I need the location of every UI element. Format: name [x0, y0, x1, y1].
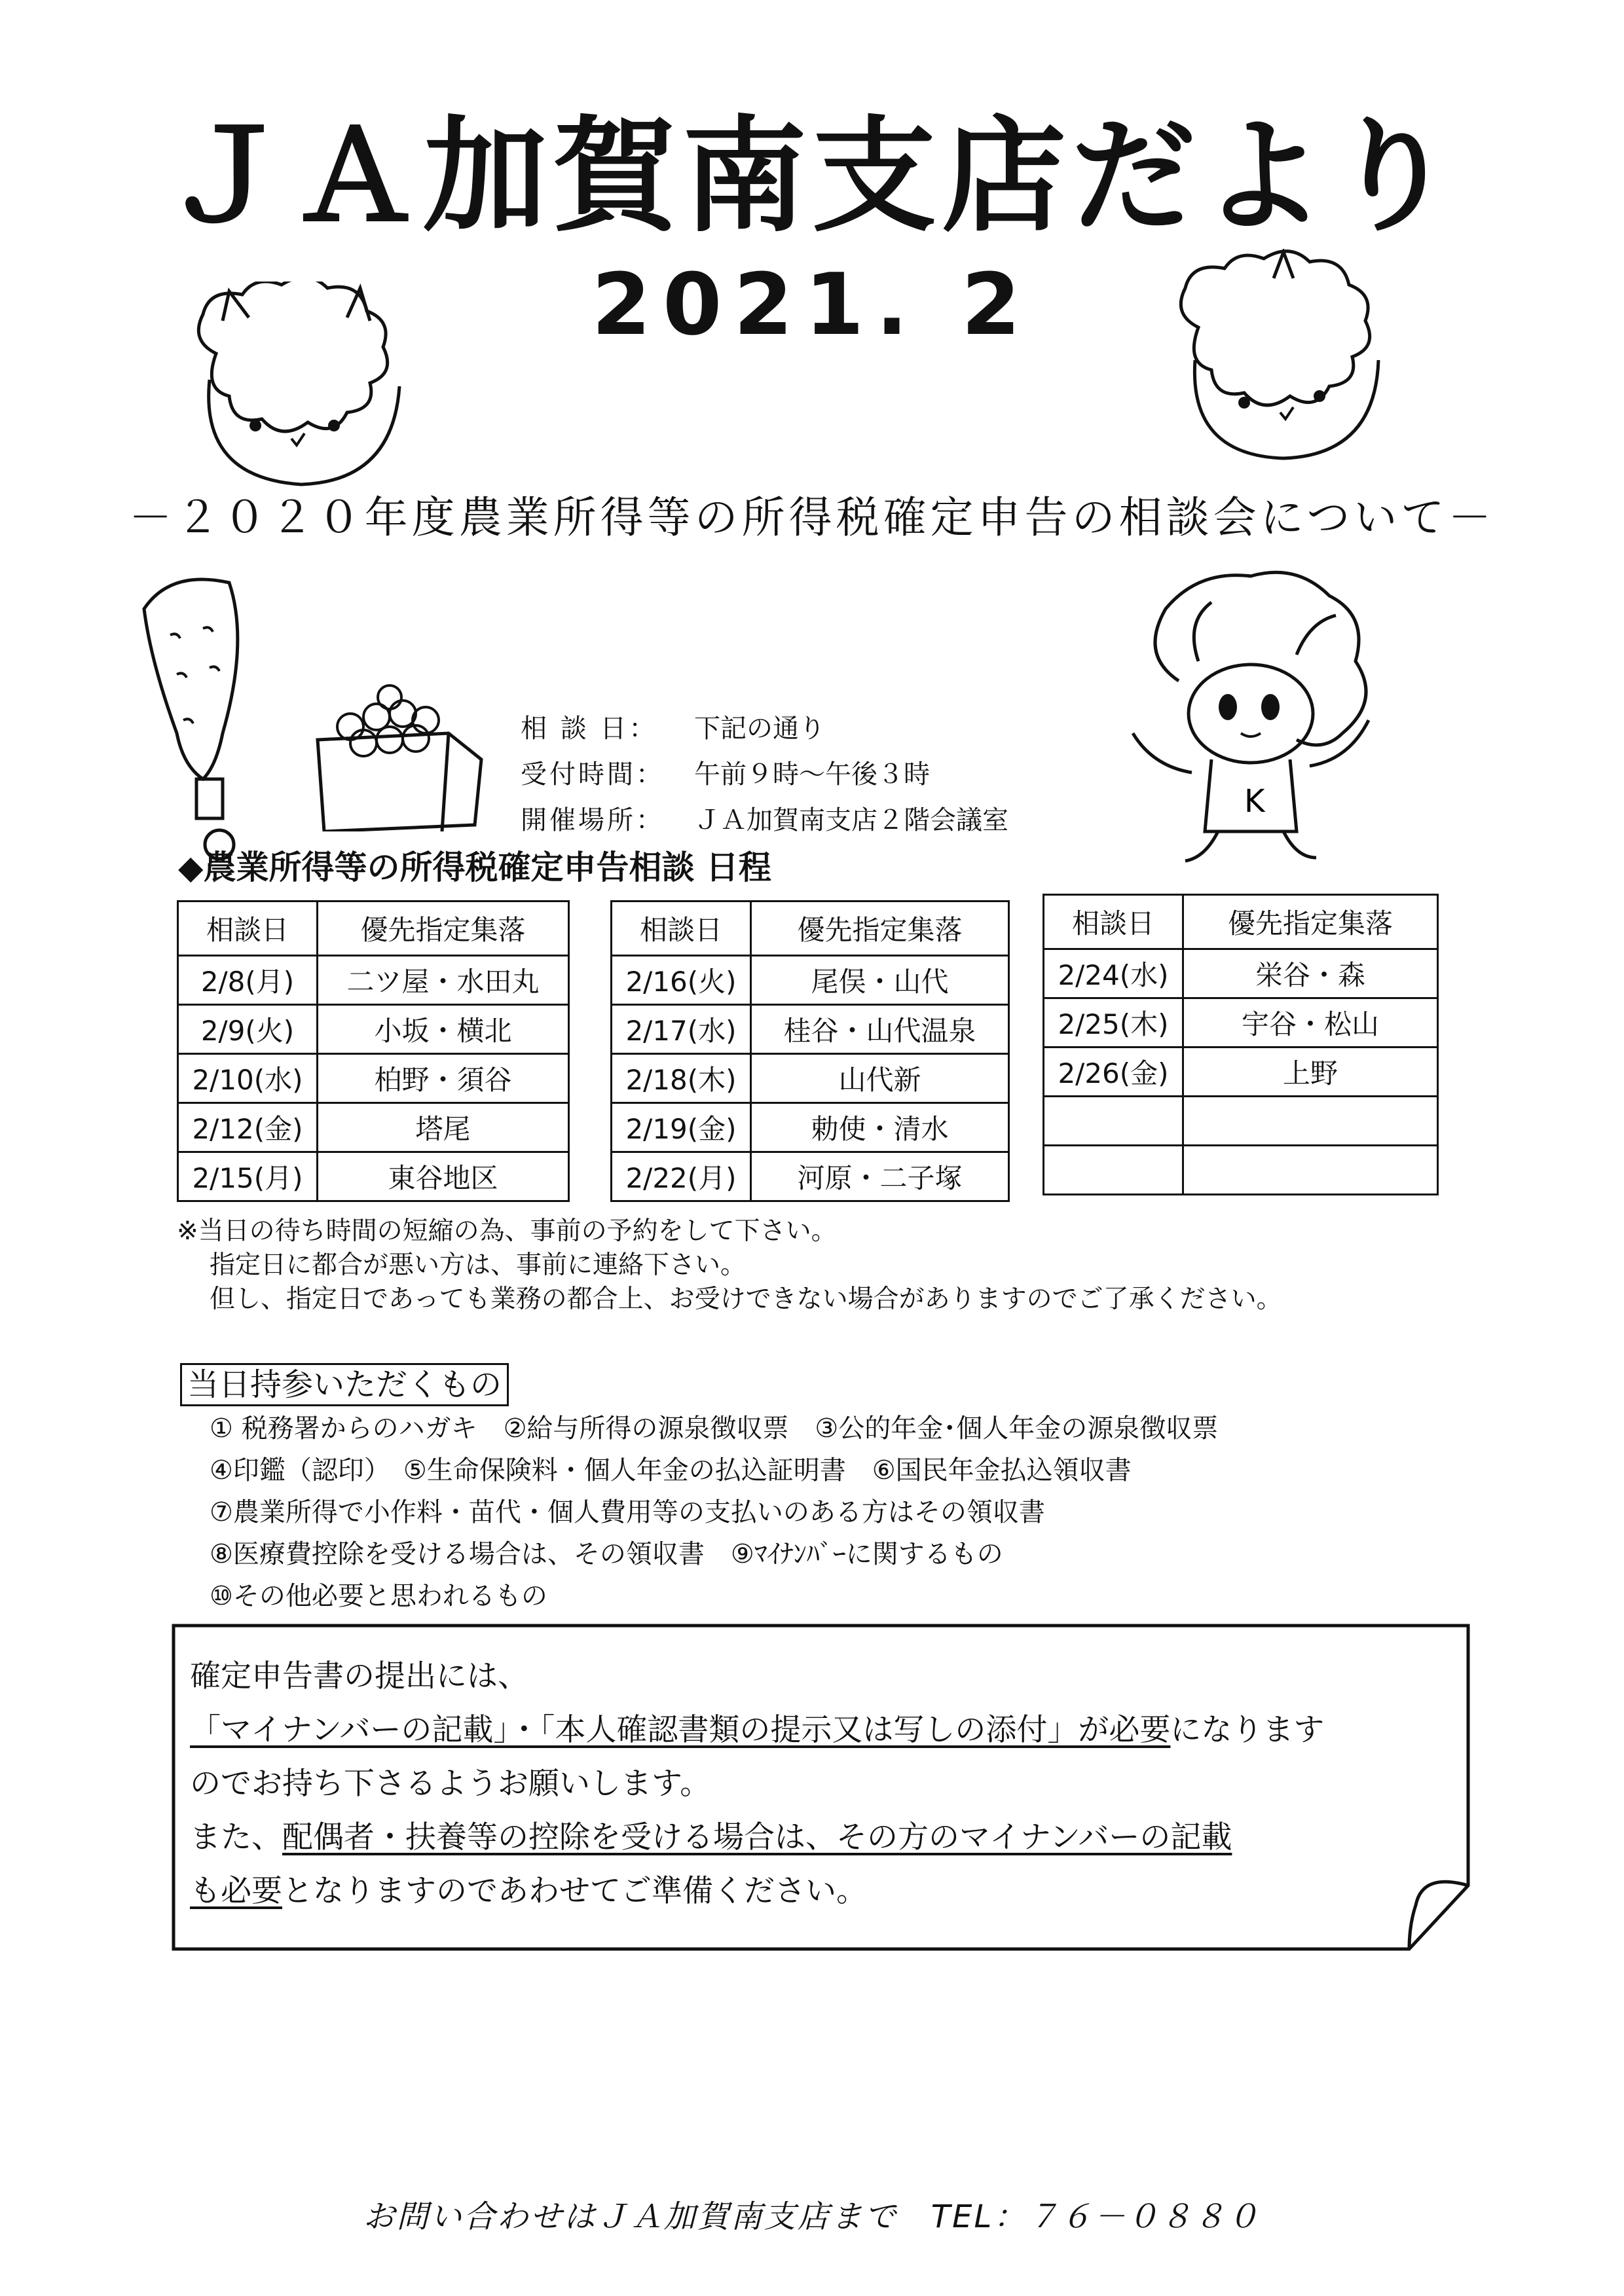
notice-line: [190, 1865, 1434, 1918]
notice-emphasis: も必要: [190, 1873, 282, 1909]
table-row: [612, 1103, 1009, 1152]
bean-box-illustration: [311, 681, 488, 831]
col-date: 相談日: [1044, 895, 1183, 949]
table-row: [1044, 949, 1438, 998]
table-row: [178, 1152, 569, 1201]
note-line: ※当日の待ち時間の短縮の為、事前の予約をして下さい。: [177, 1216, 837, 1246]
list-item: ① 税務署からのハガキ ②給与所得の源泉徴収票 ③公的年金･個人年金の源泉徴収票: [210, 1413, 1219, 1444]
note-line: 指定日に都合が悪い方は、事前に連絡下さい。: [210, 1250, 747, 1280]
notice-line: のでお持ち下さるようお願いします。: [190, 1766, 711, 1802]
cell-area: 塔尾: [318, 1103, 569, 1152]
place-label: 開催場所：: [521, 805, 665, 835]
time-label: 受付時間：: [521, 759, 665, 790]
cell-area: 桂谷・山代温泉: [751, 1005, 1009, 1054]
table-row: [178, 1103, 569, 1152]
contact-footer: お問い合わせはＪＡ加賀南支店まで TEL：７６－０８８０: [363, 2198, 1261, 2235]
table-row: [1044, 1097, 1438, 1146]
notice-emphasis: 「マイナンバーの記載」・「本人確認書類の提示又は写しの添付」が必要: [190, 1712, 1171, 1748]
bring-items-heading: 当日持参いただくもの: [180, 1363, 509, 1406]
cell-area: 上野: [1183, 1048, 1438, 1097]
cell-area: 河原・二子塚: [751, 1152, 1009, 1201]
oni-right-illustration: [1159, 249, 1395, 465]
schedule-table-2: [610, 900, 1010, 1202]
time-value: 午前９時～午後３時: [694, 759, 930, 790]
date-value: 下記の通り: [694, 714, 825, 744]
list-item: ⑧医療費控除を受ける場合は、その領収書 ⑨ﾏｲﾅﾝﾊﾞｰに関するもの: [210, 1539, 1003, 1569]
col-date: 相談日: [178, 902, 318, 956]
cell-area: 山代新: [751, 1054, 1009, 1103]
col-area: 優先指定集落: [318, 902, 569, 956]
oni-club-illustration: [131, 570, 262, 871]
cell-area: 二ツ屋・水田丸: [318, 956, 569, 1005]
cell-date: 2/19(金): [612, 1103, 751, 1152]
cell-date: 2/12(金): [178, 1103, 318, 1152]
table-row: [178, 1005, 569, 1054]
table-row: [612, 1005, 1009, 1054]
mascot-illustration: [1100, 563, 1401, 871]
cell-area: 小坂・横北: [318, 1005, 569, 1054]
schedule-table-3: [1043, 894, 1439, 1195]
cell-date: 2/10(水): [178, 1054, 318, 1103]
table-row: [1044, 998, 1438, 1048]
table-row: [178, 956, 569, 1005]
list-item: ⑦農業所得で小作料・苗代・個人費用等の支払いのある方はその領収書: [210, 1497, 1045, 1527]
table-row: [1044, 1146, 1438, 1195]
cell-area: [1183, 1146, 1438, 1195]
cell-date: 2/9(火): [178, 1005, 318, 1054]
cell-date: 2/17(水): [612, 1005, 751, 1054]
col-area: 優先指定集落: [751, 902, 1009, 956]
cell-date: [1044, 1097, 1183, 1146]
schedule-table-1: [177, 900, 570, 1202]
svg-text:K: K: [1244, 783, 1265, 820]
cell-date: 2/18(木): [612, 1054, 751, 1103]
cell-area: 東谷地区: [318, 1152, 569, 1201]
notice-line: [190, 1811, 1434, 1865]
consultation-info: [521, 706, 1008, 843]
cell-area: 尾俣・山代: [751, 956, 1009, 1005]
consultation-subtitle: －２０２０年度農業所得等の所得税確定申告の相談会について－: [128, 492, 1496, 543]
notice-line: 確定申告書の提出には、: [190, 1658, 528, 1694]
notice-line: [190, 1704, 1434, 1757]
cell-area: 栄谷・森: [1183, 949, 1438, 998]
cell-date: 2/22(月): [612, 1152, 751, 1201]
notice-text: となりますのであわせてご準備ください。: [282, 1873, 867, 1909]
mynumber-notice: [190, 1650, 1434, 1918]
notice-emphasis: 配偶者・扶養等の控除を受ける場合は、その方のマイナンバーの記載: [282, 1819, 1232, 1855]
note-line: 但し、指定日であっても業務の都合上、お受けできない場合がありますのでご了承ください。: [210, 1285, 1282, 1314]
cell-date: 2/25(木): [1044, 998, 1183, 1048]
cell-area: 柏野・須谷: [318, 1054, 569, 1103]
col-date: 相談日: [612, 902, 751, 956]
schedule-heading: ◆農業所得等の所得税確定申告相談 日程: [178, 848, 771, 886]
notice-text: になります: [1170, 1712, 1325, 1748]
newsletter-title: ＪＡ加賀南支店だより: [163, 104, 1460, 249]
table-row: [1044, 1048, 1438, 1097]
cell-date: 2/16(火): [612, 956, 751, 1005]
cell-date: 2/26(金): [1044, 1048, 1183, 1097]
list-item: ④印鑑（認印） ⑤生命保険料・個人年金の払込証明書 ⑥国民年金払込領収書: [210, 1455, 1132, 1485]
cell-area: 勅使・清水: [751, 1103, 1009, 1152]
table-row: [612, 956, 1009, 1005]
cell-date: 2/8(月): [178, 956, 318, 1005]
date-label: 相 談 日：: [521, 714, 658, 744]
bring-items-list: [210, 1408, 1218, 1617]
col-area: 優先指定集落: [1183, 895, 1438, 949]
table-row: [612, 1054, 1009, 1103]
cell-date: 2/15(月): [178, 1152, 318, 1201]
issue-date: 2021. 2: [591, 255, 1033, 354]
oni-left-illustration: [177, 282, 413, 498]
cell-date: 2/24(水): [1044, 949, 1183, 998]
cell-date: [1044, 1146, 1183, 1195]
table-row: [178, 1054, 569, 1103]
list-item: ⑩その他必要と思われるもの: [210, 1581, 547, 1611]
cell-area: 宇谷・松山: [1183, 998, 1438, 1048]
cell-area: [1183, 1097, 1438, 1146]
reservation-notes: [177, 1214, 1282, 1317]
table-row: [612, 1152, 1009, 1201]
notice-text: また、: [190, 1819, 282, 1855]
place-value: ＪＡ加賀南支店２階会議室: [694, 805, 1008, 835]
